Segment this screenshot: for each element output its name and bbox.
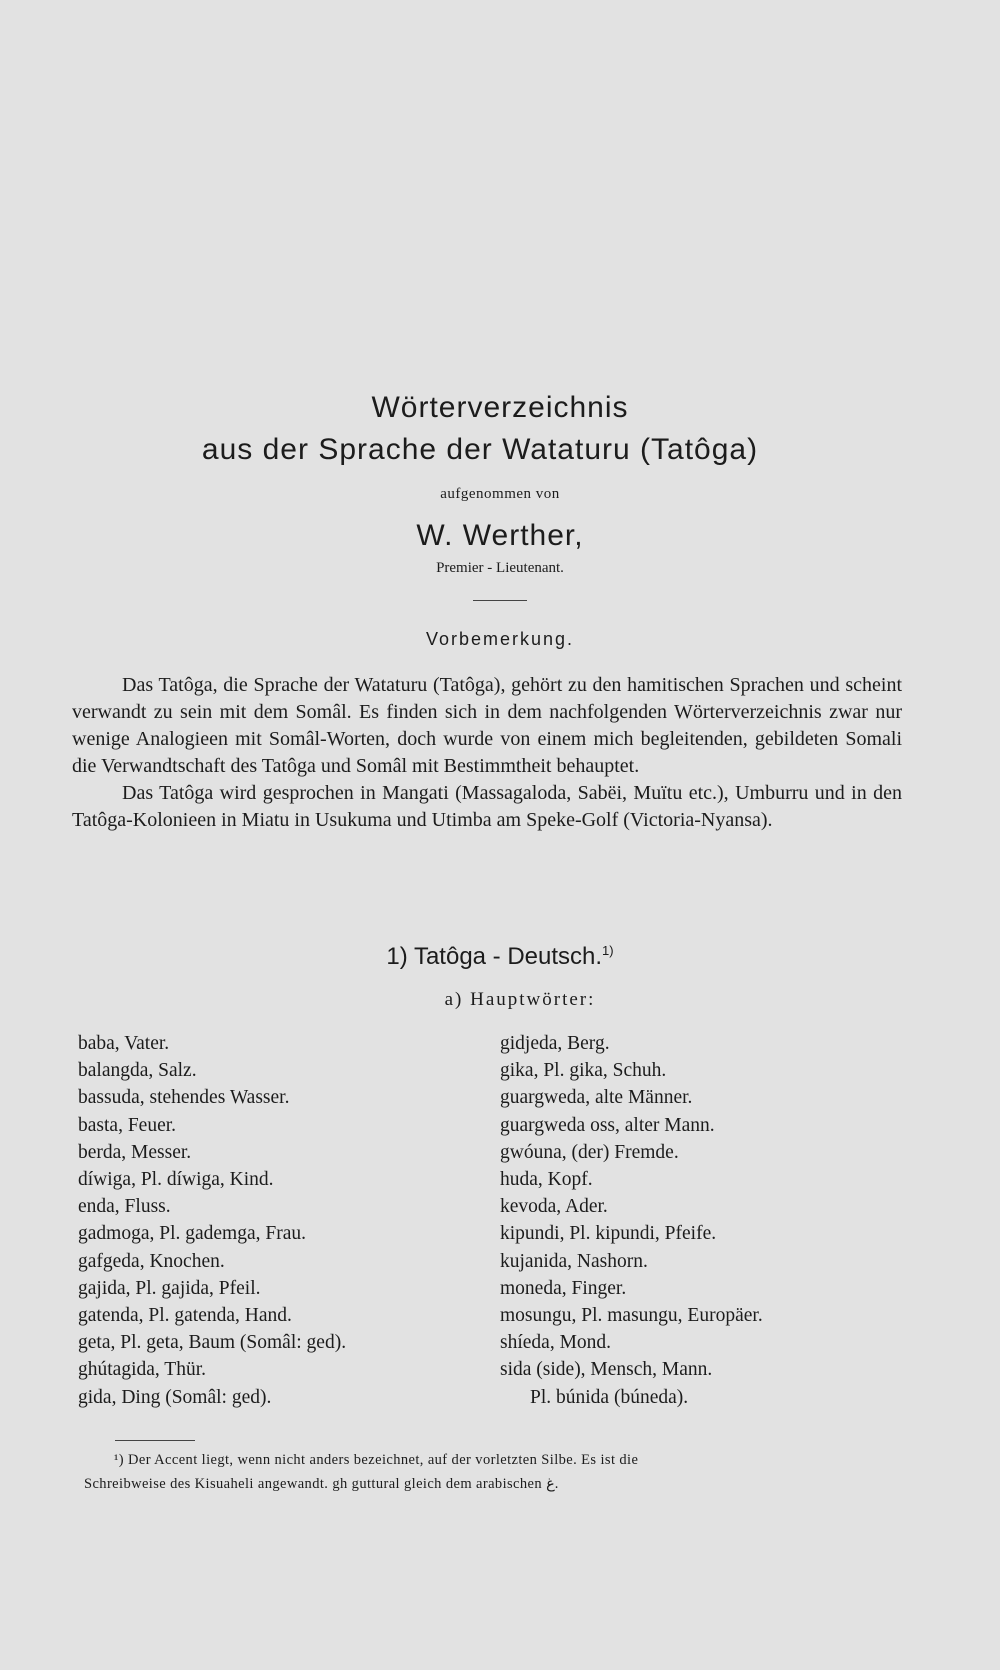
vocab-entry: gidjeda, Berg. [500, 1033, 610, 1054]
vocab-entry: guargweda, alte Männer. [500, 1087, 693, 1109]
vocab-entry: gafgeda, Knochen. [78, 1250, 225, 1272]
preface-paragraph-1: Das Tatôga, die Sprache der Wataturu (Tatôga), gehört zu den hamitischen Sprachen und scheint verwandt zu sein mit dem Somâl. Es finden sich in dem nachfolgenden Wörterverzeichnis zwar nur wenige Analogieen mit Somâl-Worten, doch wurde von einem mich begleitenden, gebildeten Somali die Verwandtschaft des Tatôga und Somâl mit Bestimmtheit behauptet. [72, 674, 902, 777]
vocab-entry: kujanida, Nashorn. [500, 1250, 648, 1272]
vocabulary-column-right [500, 1030, 920, 1411]
vocab-entry: basta, Feuer. [78, 1114, 177, 1136]
author-rank: Premier - Lieutenant. [436, 560, 564, 576]
vocab-entry: geta, Pl. geta, Baum (Somâl: ged). [78, 1332, 347, 1354]
vocab-entry: gwóuna, (der) Fremde. [500, 1141, 679, 1163]
title-divider [473, 600, 527, 601]
vocab-entry: mosungu, Pl. masungu, Europäer. [500, 1305, 763, 1327]
vocab-entry: ghútagida, Thür. [78, 1359, 206, 1381]
vocab-entry: kevoda, Ader. [500, 1196, 608, 1218]
vocabulary-column-left [78, 1030, 498, 1411]
vocab-entry: guargweda oss, alter Mann. [500, 1114, 715, 1136]
vocab-entry: baba, Vater. [78, 1033, 170, 1054]
title-line-1: Wörterverzeichnis [371, 391, 629, 424]
section-subheading: a) Hauptwörter: [444, 989, 596, 1010]
vocab-entry: gika, Pl. gika, Schuh. [500, 1060, 667, 1082]
footnote-divider [115, 1440, 195, 1441]
vocab-entry: díwiga, Pl. díwiga, Kind. [78, 1169, 274, 1191]
preface-heading: Vorbemerkung. [425, 629, 575, 649]
footnote [84, 1448, 920, 1496]
vocab-entry: moneda, Finger. [500, 1277, 627, 1299]
section-heading [0, 936, 1000, 972]
author-name: W. Werther, [416, 519, 584, 552]
preface-paragraph-2: Das Tatôga wird gesprochen in Mangati (Massagaloda, Sabëi, Muïtu etc.), Umburru und in den Tatôga-Kolonieen in Miatu in Usukuma und Utimba am Speke-Golf (Victoria-Nyansa). [72, 782, 902, 831]
vocab-entry: sida (side), Mensch, Mann. [500, 1359, 713, 1381]
preface-text [72, 672, 902, 834]
vocab-entry: gida, Ding (Somâl: ged). [78, 1386, 272, 1408]
title-line-2: aus der Sprache der Wataturu (Tatôga) [201, 433, 759, 466]
vocab-entry: gatenda, Pl. gatenda, Hand. [78, 1305, 292, 1327]
vocab-entry: bassuda, stehendes Wasser. [78, 1087, 290, 1109]
vocab-entry: balangda, Salz. [78, 1060, 197, 1082]
footnote-line-2: Schreibweise des Kisuaheli angewandt. gh guttural gleich dem arabischen غ. [84, 1476, 559, 1492]
recorded-by-text: aufgenommen von [440, 486, 560, 502]
section-heading-text: 1) Tatôga - Deutsch. [386, 943, 603, 970]
vocab-entry: shíeda, Mond. [500, 1332, 612, 1354]
vocab-entry: enda, Fluss. [78, 1196, 171, 1218]
vocab-entry: huda, Kopf. [500, 1169, 593, 1191]
vocab-entry: berda, Messer. [78, 1141, 192, 1163]
footnote-reference: 1) [602, 943, 614, 958]
title-block [0, 388, 1000, 651]
vocab-entry: gajida, Pl. gajida, Pfeil. [78, 1277, 261, 1299]
vocab-entry: kipundi, Pl. kipundi, Pfeife. [500, 1223, 717, 1245]
vocab-entry: gadmoga, Pl. gademga, Frau. [78, 1223, 306, 1245]
vocab-entry-continuation: Pl. búnida (búneda). [530, 1386, 689, 1408]
footnote-line-1: ¹) Der Accent liegt, wenn nicht anders bezeichnet, auf der vorletzten Silbe. Es ist die [114, 1452, 639, 1468]
